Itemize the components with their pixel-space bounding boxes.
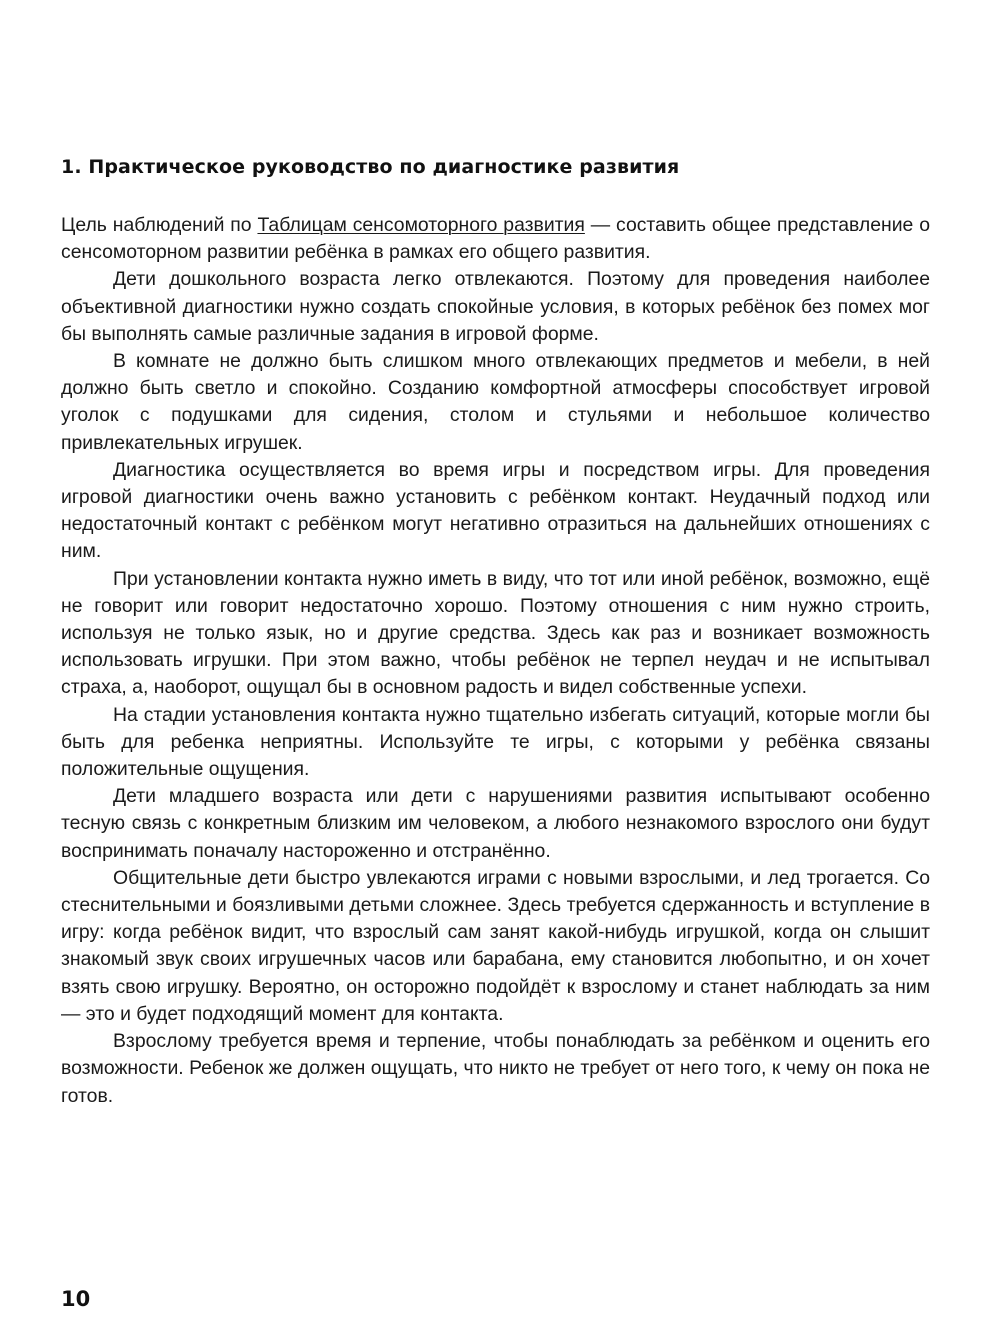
body-text — [61, 212, 930, 1110]
page-number: 10 — [61, 1287, 91, 1311]
paragraph-8: Общительные дети быстро увлекаются играми с новыми взрослыми, и лед трогается. Со стеснительными и боязливыми детьми сложнее. Здесь требуется сдержанность и вступление в игру: когда ребёнок видит, что взрослый сам занят какой-нибудь игрушкой, когда он слышит знакомый звук своих игрушечных часов или барабана, ему становится любопытно, и он хочет взять свою игрушку. Вероятно, он осторожно подойдёт к взрослому и станет наблюдать за ним — это и будет подходящий момент для контакта. — [61, 866, 930, 1025]
paragraph-4: Диагностика осуществляется во время игры и посредством игры. Для проведения игровой диагностики очень важно установить с ребёнком контакт. Неудачный подход или недостаточный контакт с ребёнком могут негативно отразиться на дальнейших отношениях с ним. — [61, 458, 930, 563]
paragraph-6: На стадии установления контакта нужно тщательно избегать ситуаций, которые могли бы быть для ребенка неприятны. Используйте те игры, с которыми у ребёнка связаны положительные ощущения. — [61, 703, 930, 781]
section-heading: 1. Практическое руководство по диагностике развития — [61, 156, 680, 178]
paragraph-5: При установлении контакта нужно иметь в виду, что тот или иной ребёнок, возможно, ещё не говорит или говорит недостаточно хорошо. Поэтому отношения с ним нужно строить, используя не только язык, но и другие средства. Здесь как раз и возникает возможность использовать игрушки. При этом важно, чтобы ребёнок не терпел неудач и не испытывал страха, а, наоборот, ощущал бы в основном радость и видел собственные успехи. — [61, 567, 930, 699]
sensorimotor-tables-link[interactable]: Таблицам сенсомоторного развития — [257, 214, 585, 236]
paragraph-3: В комнате не должно быть слишком много отвлекающих предметов и мебели, в ней должно быть светло и спокойно. Созданию комфортной атмосферы способствует игровой уголок с подушками для сидения, столом и стульями и небольшое количество привлекательных игрушек. — [61, 350, 930, 454]
paragraph-9: Взрослому требуется время и терпение, чтобы понаблюдать за ребёнком и оценить его возможности. Ребенок же должен ощущать, что никто не требует от него того, к чему он пока не готов. — [61, 1030, 930, 1107]
paragraph-1-lead: Цель наблюдений по — [61, 214, 258, 236]
paragraph-2: Дети дошкольного возраста легко отвлекаются. Поэтому для проведения наиболее объективной диагностики нужно создать спокойные условия, в которых ребёнок без помех мог бы выполнять самые различные задания в игровой форме. — [61, 268, 930, 345]
paragraph-1-rest: — составить общее представление о сенсомоторном развитии ребёнка в рамках его общего развития. — [61, 214, 930, 264]
paragraph-7: Дети младшего возраста или дети с нарушениями развития испытывают особенно тесную связь с конкретным близким им человеком, а любого незнакомого взрослого они будут воспринимать поначалу настороженно и отстранённо. — [61, 785, 930, 862]
paragraph-1 — [61, 212, 930, 266]
